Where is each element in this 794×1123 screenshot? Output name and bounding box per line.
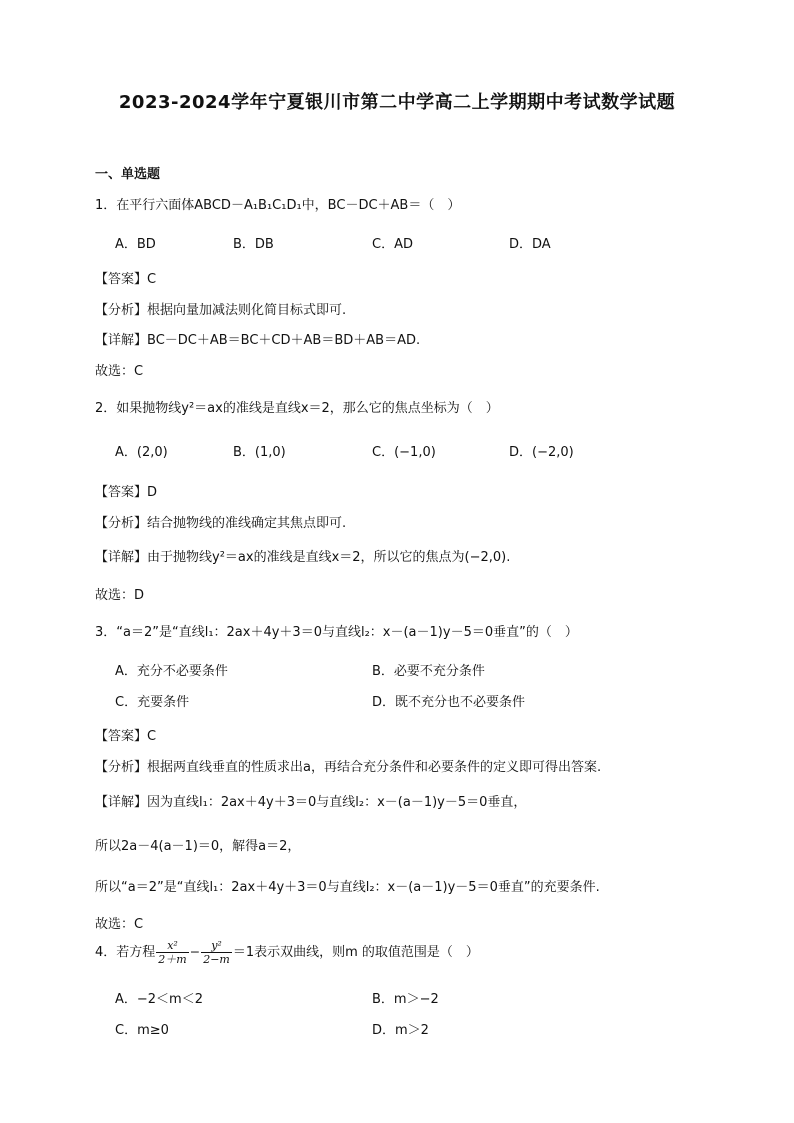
question-1-analysis: 【分析】根据向量加减法则化简目标式即可. — [95, 303, 347, 318]
question-1-detail: 【详解】BC－DC＋AB＝BC＋CD＋AB＝BD＋AB＝AD. — [95, 333, 421, 348]
question-1-choose: 故选：C — [95, 364, 144, 379]
question-2-option-b: B．(1,0) — [233, 445, 286, 460]
question-3-detail-line-2: 所以2a－4(a－1)＝0，解得a＝2， — [95, 839, 301, 854]
question-4-option-a: A．−2＜m＜2 — [115, 992, 203, 1007]
question-4-stem — [95, 939, 479, 966]
section-heading: 一、单选题 — [95, 167, 161, 182]
question-3-option-a: A．充分不必要条件 — [115, 664, 228, 679]
question-4-option-c: C．m≥0 — [115, 1023, 169, 1038]
question-4-option-b: B．m＞−2 — [372, 992, 439, 1007]
question-4-fraction-x: $\frac{\text{x²}}{2+m}$ — [158, 939, 187, 966]
question-2-answer: 【答案】D — [95, 485, 158, 500]
question-1-answer: 【答案】C — [95, 272, 157, 287]
page-title: 2023-2024学年宁夏银川市第二中学高二上学期期中考试数学试题 — [118, 92, 676, 113]
question-4-stem-suffix: ＝1表示双曲线，则m 的取值范围是（ ） — [232, 945, 479, 960]
question-2-analysis: 【分析】结合抛物线的准线确定其焦点即可. — [95, 516, 347, 531]
question-2-option-d: D．(−2,0) — [509, 445, 574, 460]
question-1-option-b: B．DB — [233, 237, 274, 252]
question-3-stem: 3．“a＝2”是“直线l₁：2ax＋4y＋3＝0与直线l₂：x－(a－1)y－5＝0垂直”的（ ） — [95, 625, 578, 640]
question-4-minus: − — [189, 944, 201, 959]
question-4-option-d: D．m＞2 — [372, 1023, 429, 1038]
question-4-fraction-y: $\frac{\text{y²}}{2-m}$ — [203, 939, 230, 966]
question-2-detail: 【详解】由于抛物线y²＝ax的准线是直线x＝2，所以它的焦点为(−2,0). — [95, 550, 511, 565]
question-3-analysis: 【分析】根据两直线垂直的性质求出a，再结合充分条件和必要条件的定义即可得出答案. — [95, 760, 602, 775]
question-2-option-a: A．(2,0) — [115, 445, 168, 460]
question-3-choose: 故选：C — [95, 917, 144, 932]
question-1-option-d: D．DA — [509, 237, 551, 252]
question-3-option-c: C．充要条件 — [115, 695, 190, 710]
question-4-stem-prefix: 4．若方程 — [95, 945, 156, 960]
question-3-detail-line-3: 所以“a＝2”是“直线l₁：2ax＋4y＋3＝0与直线l₂：x－(a－1)y－5＝0垂直”的充要条件. — [95, 880, 600, 895]
question-1-option-c: C．AD — [372, 237, 413, 252]
question-3-option-b: B．必要不充分条件 — [372, 664, 485, 679]
question-3-detail-line-1: 【详解】因为直线l₁：2ax＋4y＋3＝0与直线l₂：x－(a－1)y－5＝0垂直， — [95, 795, 527, 810]
question-3-option-d: D．既不充分也不必要条件 — [372, 695, 526, 710]
question-3-answer: 【答案】C — [95, 729, 157, 744]
question-1-stem: 1．在平行六面体ABCD－A₁B₁C₁D₁中，BC－DC＋AB＝（ ） — [95, 198, 461, 213]
question-2-stem: 2．如果抛物线y²＝ax的准线是直线x＝2，那么它的焦点坐标为（ ） — [95, 401, 499, 416]
question-2-choose: 故选：D — [95, 588, 145, 603]
question-2-option-c: C．(−1,0) — [372, 445, 436, 460]
question-1-option-a: A．BD — [115, 237, 156, 252]
